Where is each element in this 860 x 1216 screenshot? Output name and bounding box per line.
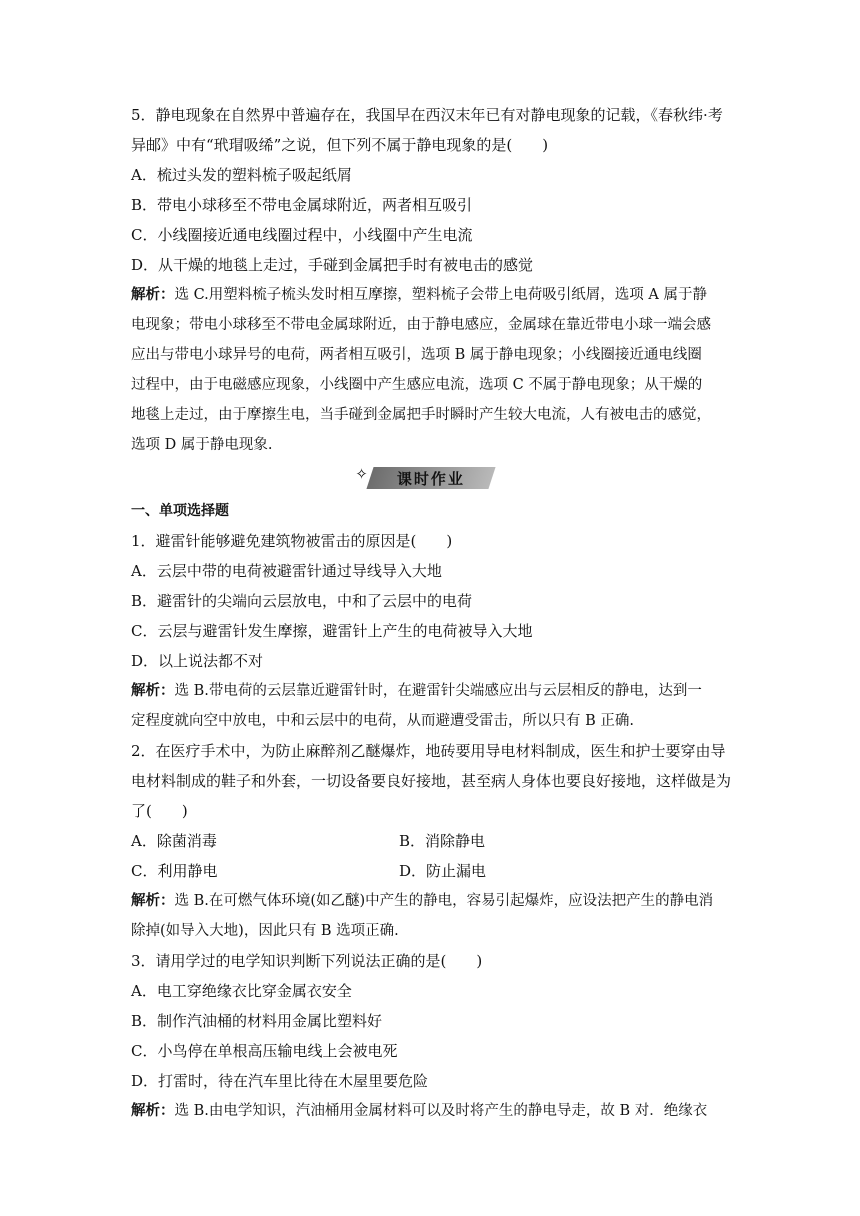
analysis-line: 除掉(如导入大地)，因此只有 B 选项正确.	[131, 923, 399, 939]
option-a: A．梳过头发的塑料梳子吸起纸屑	[131, 166, 352, 184]
sparkle-icon: ✧	[355, 465, 370, 483]
option-d: D．打雷时，待在汽车里比待在木屋里要危险	[131, 1072, 429, 1090]
analysis-line: 选项 D 属于静电现象.	[131, 437, 273, 453]
analysis-label: 解析：	[131, 1103, 175, 1119]
analysis-line: 解析：选 B.由电学知识，汽油桶用金属材料可以及时将产生的静电导走，故 B 对．绝缘衣	[131, 1103, 708, 1119]
analysis-line: 解析：选 C.用塑料梳子梳头发时相互摩擦，塑料梳子会带上电荷吸引纸屑，选项 A 属于静	[131, 287, 707, 303]
analysis-label: 解析：	[131, 893, 175, 909]
option-c: C．云层与避雷针发生摩擦，避雷针上产生的电荷被导入大地	[131, 622, 533, 640]
option-b: B．制作汽油桶的材料用金属比塑料好	[131, 1012, 383, 1030]
option-b: B．带电小球移至不带电金属球附近，两者相互吸引	[131, 196, 473, 214]
question-1	[131, 526, 731, 736]
analysis-label: 解析：	[131, 683, 175, 699]
section-banner	[131, 460, 731, 496]
banner-title: 课时作业	[396, 469, 465, 488]
analysis-line: 电现象；带电小球移至不带电金属球附近，由于静电感应，金属球在靠近带电小球一端会感	[131, 317, 711, 333]
option-d: D．从干燥的地毯上走过，手碰到金属把手时有被电击的感觉	[131, 256, 534, 274]
option-d: D．以上说法都不对	[131, 652, 264, 670]
question-stem: 了( )	[131, 802, 188, 820]
analysis-line: 应出与带电小球异号的电荷，两者相互吸引，选项 B 属于静电现象；小线圈接近通电线圈	[131, 347, 702, 363]
question-stem: 1．避雷针能够避免建筑物被雷击的原因是( )	[131, 532, 453, 550]
analysis-line: 定程度就向空中放电，中和云层中的电荷，从而避遭受雷击，所以只有 B 正确.	[131, 713, 634, 729]
option-c: C．小鸟停在单根高压输电线上会被电死	[131, 1042, 398, 1060]
question-stem: 3．请用学过的电学知识判断下列说法正确的是( )	[131, 952, 483, 970]
option-d: D．防止漏电	[399, 862, 487, 880]
analysis-line: 过程中，由于电磁感应现象，小线圈中产生感应电流，选项 C 不属于静电现象；从干燥的	[131, 377, 703, 393]
analysis-line: 解析：选 B.带电荷的云层靠近避雷针时，在避雷针尖端感应出与云层相反的静电，达到一	[131, 683, 702, 699]
analysis-line: 解析：选 B.在可燃气体环境(如乙醚)中产生的静电，容易引起爆炸，应设法把产生的静电消	[131, 893, 714, 909]
options-row	[131, 826, 731, 856]
analysis-label: 解析：	[131, 287, 175, 303]
document-content	[131, 100, 731, 1126]
question-stem: 5．静电现象在自然界中普遍存在，我国早在西汉末年已有对静电现象的记载，《春秋纬·考	[131, 106, 723, 124]
option-a: A．除菌消毒	[131, 832, 217, 850]
question-stem: 异邮》中有“玳瑁吸𫄨”之说，但下列不属于静电现象的是( )	[131, 136, 549, 154]
option-b: B．消除静电	[399, 832, 486, 850]
options-row	[131, 856, 731, 886]
option-c: C．小线圈接近通电线圈过程中，小线圈中产生电流	[131, 226, 473, 244]
banner-ribbon	[355, 465, 495, 489]
question-2	[131, 736, 731, 946]
option-c: C．利用静电	[131, 862, 218, 880]
question-3	[131, 946, 731, 1126]
section-title: 一、单项选择题	[131, 503, 229, 519]
question-5	[131, 100, 731, 460]
question-stem: 2．在医疗手术中，为防止麻醉剂乙醚爆炸，地砖要用导电材料制成，医生和护士要穿由导	[131, 742, 726, 760]
option-a: A．电工穿绝缘衣比穿金属衣安全	[131, 982, 352, 1000]
option-b: B．避雷针的尖端向云层放电，中和了云层中的电荷	[131, 592, 473, 610]
question-stem: 电材料制成的鞋子和外套，一切设备要良好接地，甚至病人身体也要良好接地，这样做是为	[131, 772, 732, 790]
analysis-line: 地毯上走过，由于摩擦生电，当手碰到金属把手时瞬时产生较大电流，人有被电击的感觉，	[131, 407, 711, 423]
option-a: A．云层中带的电荷被避雷针通过导线导入大地	[131, 562, 442, 580]
